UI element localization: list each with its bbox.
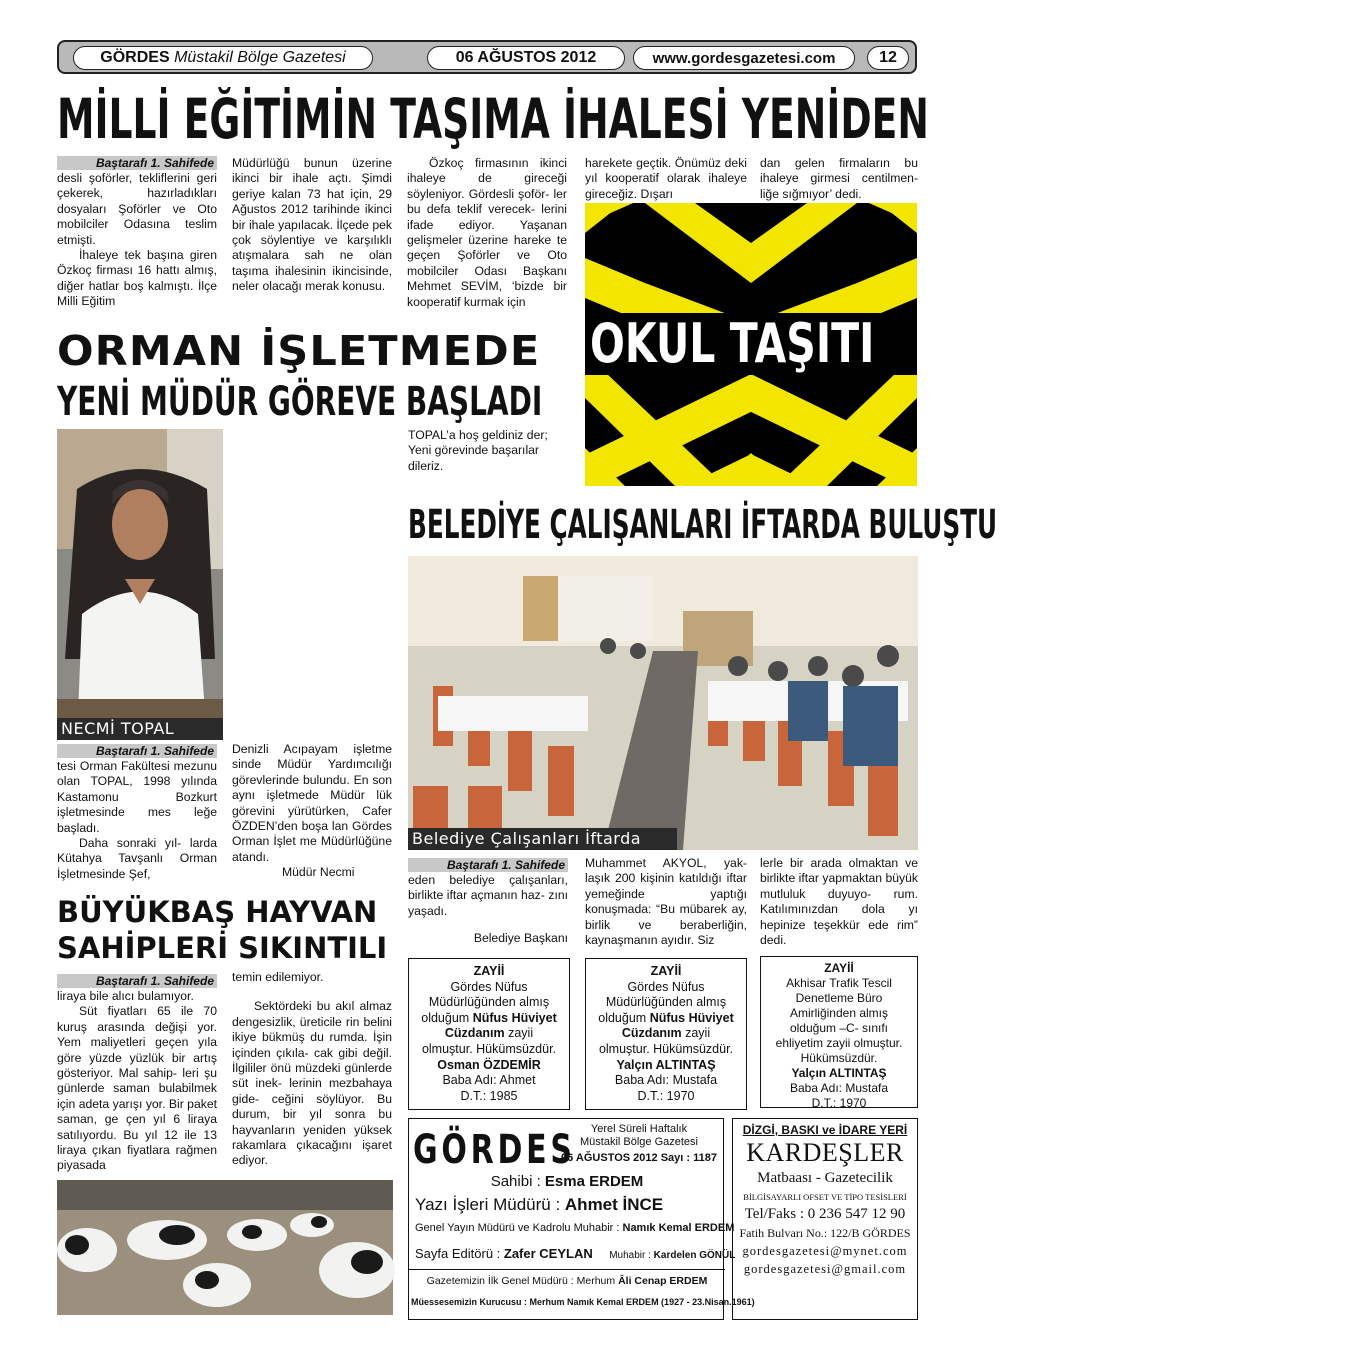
okul-tasiti-image	[585, 203, 917, 486]
paragraph: Muhammet AKYOL, yak- laşık 200 kişinin katıldığı iftar yemeğinde yaptığı konuşmada: “Bu mübarek ay, birlik ve beraberliğin, kaynaşmanın ayıdır. Siz	[585, 856, 747, 948]
printer-sub: BİLGİSAYARLI OFSET VE TİPO TESİSLERİ	[743, 1192, 907, 1202]
page-editor-name: Zafer CEYLAN	[503, 1246, 593, 1261]
masthead-divider	[409, 1269, 725, 1270]
story2-headline-line2: YENİ MÜDÜR GÖREVE BAŞLADI	[57, 379, 543, 425]
page-header	[57, 40, 917, 74]
notice-line: Hükümsüzdür.	[800, 1051, 878, 1065]
paragraph: Müdür Necmi	[282, 865, 355, 880]
story4-headline-line2: SAHİPLERİ SIKINTILI	[57, 931, 388, 965]
story3-col3	[760, 856, 918, 948]
paragraph: Denizli Acıpayam işletme sinde Müdür Yardımcılığı görevlerinde bulundu. En son aynı işletmede Müdür lük görevini yürütürken, Cafer ÖZDEN’den boşa lan Gördes Orman İşlet me Müdürlüğüne atandı.	[232, 742, 392, 864]
story1-col2	[232, 156, 392, 295]
masthead-owner	[409, 1173, 725, 1191]
notice-line	[586, 1011, 746, 1027]
masthead-box	[408, 1118, 755, 1320]
masthead-gm	[415, 1221, 735, 1235]
notice-line: Gördes Nüfus	[450, 979, 528, 994]
notice-line	[409, 1026, 569, 1042]
owner-name: Esma ERDEM	[544, 1173, 644, 1190]
notice-line: olmuştur. Hükümsüzdür.	[421, 1041, 557, 1056]
notice-bold: Nüfus Hüviyet	[472, 1010, 557, 1025]
paragraph: Süt fiyatları 65 ile 70 kuruş arasında değişi yor. Yem maliyetleri geçen yıla göre yüzde yüzlük bir artış gösteriyor. Mal sahip- leri şu günlerde saman bulabilmek için adeta yarışı yor. Bir paket saman, ge çen yıl 6 liraya satılıyordu. Bu yıl 12 ile 13 liraya çıkan fiyatlara rağmen piyasada	[57, 1004, 217, 1173]
iftar-hall-illustration	[408, 556, 918, 850]
masthead-first-gm	[409, 1275, 725, 1287]
owner-label: Sahibi :	[490, 1173, 545, 1190]
story1-col5	[760, 156, 918, 202]
notice-name: Yalçın ALTINTAŞ	[791, 1066, 887, 1080]
notice-line: D.T.: 1970	[637, 1088, 695, 1103]
continued-label: Baştarafı 1. Sahifede	[408, 858, 568, 872]
masthead-sub2: Müstakil Bölge Gazetesi	[580, 1136, 698, 1148]
paragraph: temin edilemiyor.	[232, 970, 324, 984]
notice-line: Müdürlüğünden almış	[605, 995, 727, 1010]
story4-col1	[57, 974, 217, 1174]
story3-headline: BELEDİYE ÇALIŞANLARI İFTARDA BULUŞTU	[408, 502, 998, 548]
notice-name: Yalçın ALTINTAŞ	[616, 1057, 716, 1072]
gm-name: Namık Kemal ERDEM	[622, 1222, 735, 1234]
story1-headline: MİLLİ EĞİTİMİN TAŞIMA İHALESİ YENİDEN	[57, 87, 929, 151]
notice-bold: Cüzdanım	[444, 1026, 505, 1041]
paper-name: GÖRDES	[100, 49, 170, 66]
story3-headline-wrap	[408, 500, 998, 550]
story1-col1	[57, 156, 217, 310]
cows-photo	[57, 1180, 393, 1315]
paragraph: tesi Orman Fakültesi mezunu olan TOPAL, 1998 yılında Kastamonu Bozkurt işletmesinde mes leğe başladı.	[57, 759, 217, 835]
story2-headline2-wrap	[57, 380, 567, 424]
notice-text: olduğum	[421, 1010, 473, 1025]
notice-line: Gördes Nüfus	[627, 979, 705, 994]
notice-name: Osman ÖZDEMİR	[437, 1057, 541, 1072]
okul-tasiti-text-wrap	[585, 313, 917, 375]
notice-bold: Nüfus Hüviyet	[649, 1010, 734, 1025]
notice-line: Müdürlüğünden almış	[428, 995, 550, 1010]
paragraph: Özkoç firmasının ikinci ihaleye de gireceği söyleniyor. Gördesli şoför- ler bu defa teklif verecek- lerini ifade ediyor. Yaşanan gelişmeler üzerine hareke te geçen Şoförler ve Oto mobilciler Odası Başkanı Mehmet SEVİM, ‘bizde bir kooperatif kurmak için	[407, 156, 567, 309]
iftar-photo	[408, 556, 918, 850]
notice-bold: Cüzdanım	[621, 1026, 682, 1041]
printer-heading: DİZGİ, BASKI ve İDARE YERİ	[742, 1123, 908, 1137]
portrait-illustration	[57, 429, 223, 740]
notice-line: D.T.: 1970	[811, 1096, 867, 1110]
page-number: 12	[867, 46, 909, 70]
notice-box-2	[585, 958, 747, 1110]
photo-caption: Belediye Çalışanları İftarda	[408, 828, 677, 850]
story1-headline-wrap	[57, 87, 929, 151]
story2-col1	[57, 744, 217, 882]
story2-col3	[408, 428, 568, 474]
continued-label: Baştarafı 1. Sahifede	[57, 744, 217, 758]
editor-name: Ahmet İNCE	[564, 1195, 664, 1214]
editor-label: Yazı İşleri Müdürü :	[415, 1195, 565, 1214]
paragraph: dan gelen firmaların bu ihaleye girmesi centilmen- liğe sığmıyor’ dedi.	[760, 156, 918, 201]
notice-line: Denetleme Büro	[795, 991, 883, 1005]
printer-phone: Tel/Faks : 0 236 547 12 90	[744, 1206, 906, 1222]
paragraph: desli şoförler, tekliflerini geri çekerek, hazırladıkları dosyaları Şoförler ve Oto mobilciler Odasına teslim etmişti.	[57, 171, 217, 247]
notice-line: olmuştur. Hükümsüzdür.	[598, 1041, 734, 1056]
printer-email2[interactable]: gordesgazetesi@gmail.com	[743, 1262, 907, 1276]
okul-tasiti-text: OKUL TAŞITI	[590, 312, 875, 375]
notice-line	[409, 1011, 569, 1027]
notice-line: Akhisar Trafik Tescil	[786, 976, 892, 990]
story4-headline2-wrap	[57, 929, 397, 967]
notice-box-1	[408, 958, 570, 1110]
paragraph: eden belediye çalışanları, birlikte iftar açmanın haz- zını yaşadı.	[408, 873, 568, 918]
reporter-label: Muhabir :	[609, 1250, 654, 1261]
paragraph: harekete geçtik. Önümüz deki yıl kooperatif olarak ihaleye gireceğiz. Dışarı	[585, 156, 747, 201]
printer-type: Matbaası - Gazetecilik	[757, 1170, 893, 1186]
printer-address: Fatih Bulvarı No.: 122/B GÖRDES	[739, 1226, 911, 1240]
paragraph: liraya bile alıcı bulamıyor.	[57, 989, 194, 1003]
continued-label: Baştarafı 1. Sahifede	[57, 156, 217, 170]
story1-col3	[407, 156, 567, 310]
masthead-logo-wrap	[413, 1125, 576, 1175]
first-gm-label: Gazetemizin İlk Genel Müdürü : Merhum	[426, 1275, 619, 1287]
paragraph: Müdürlüğü bunun üzerine ikinci bir ihale açtı. Şimdi geriye kalan 73 hat için, 29 Ağustos 2012 tarihinde ikinci bir ihale yapılacak. İlçede pek çok söylentiye ve karşılıklı atışmalara sah ne olan taşıma ihalesinin ikincisinde, neler olacağı merak konusu.	[232, 156, 392, 294]
notice-line: Baba Adı: Mustafa	[789, 1081, 889, 1095]
story4-col2	[232, 970, 392, 1169]
masthead-subtitle	[559, 1123, 719, 1165]
cows-illustration	[57, 1180, 393, 1315]
paragraph: Belediye Başkanı	[473, 931, 568, 946]
notice-text: zayii	[504, 1026, 534, 1041]
masthead-page-editor	[415, 1245, 736, 1263]
printer-email1[interactable]: gordesgazetesi@mynet.com	[742, 1244, 908, 1258]
story4-headline1-wrap	[57, 893, 397, 931]
masthead-date-issue: 06 AĞUSTOS 2012 Sayı : 1187	[561, 1152, 717, 1164]
first-gm-name: Âli Cenap ERDEM	[618, 1275, 708, 1287]
paragraph: lerle bir arada olmaktan ve birlikte iftar yapmaktan büyük mutluluk duyuyo- rum. Katılımınızdan dola yı hepinize teşekkür ede rim” dedi.	[760, 856, 918, 948]
necmi-topal-photo	[57, 429, 223, 740]
paragraph: İhaleye tek başına giren Özkoç firması 16 hattı almış, diğer hatlar boş kalmıştı. İlçe Milli Eğitim	[57, 248, 217, 309]
story2-headline1-wrap	[57, 328, 567, 374]
printer-name: KARDEŞLER	[746, 1138, 904, 1167]
story2-col2	[232, 742, 392, 881]
story2-headline-line1: ORMAN İŞLETMEDE	[57, 327, 541, 375]
paragraph: TOPAL’a hoş geldiniz der; Yeni görevinde başarılar dileriz.	[408, 428, 548, 473]
gm-label: Genel Yayın Müdürü ve Kadrolu Muhabir :	[415, 1222, 623, 1234]
notice-text: zayii	[681, 1026, 711, 1041]
notice-title: ZAYİİ	[473, 964, 505, 978]
notice-line: Baba Adı: Ahmet	[442, 1073, 536, 1088]
masthead-logo: GÖRDES	[413, 1127, 576, 1173]
continued-label: Baştarafı 1. Sahifede	[57, 974, 217, 988]
masthead-editor	[415, 1195, 721, 1215]
story3-col2	[585, 856, 747, 948]
notice-line: olduğum –C- sınıfı	[789, 1021, 889, 1035]
printer-box	[732, 1118, 918, 1320]
notice-line	[586, 1026, 746, 1042]
page-editor-label: Sayfa Editörü :	[415, 1246, 504, 1261]
story1-col4	[585, 156, 747, 202]
story3-col1	[408, 858, 568, 947]
date-pill: 06 AĞUSTOS 2012	[427, 46, 625, 70]
reporter-name: Kardelen GÖNÜL	[653, 1250, 736, 1261]
notice-line: D.T.: 1985	[460, 1088, 518, 1103]
notice-line: Baba Adı: Mustafa	[614, 1073, 718, 1088]
notice-line: ehliyetim zayii olmuştur.	[775, 1036, 903, 1050]
website-pill: www.gordesgazetesi.com	[633, 46, 855, 70]
masthead-founder: Müessesemizin Kurucusu : Merhum Namık Kemal ERDEM (1927 - 23.Nisan.1961)	[411, 1297, 755, 1307]
photo-caption: NECMİ TOPAL	[57, 718, 223, 740]
notice-text: olduğum	[598, 1010, 650, 1025]
paragraph: Sektördeki bu akıl almaz dengesizlik, üreticile rin belini ikiye bükmüş du rumda. İşin içinden çıkıla- cak gibi değil. İlgililer önü müzdeki günlerde süt inek- lerinin mezbahaya gide- ceğini söylüyor. Bu durum, bir yıl sonra bu hayvanların yeniden yüksek rakamlara çıkacağını işaret ediyor.	[232, 999, 392, 1168]
paper-name-pill	[73, 46, 373, 70]
paper-subtitle: Müstakil Bölge Gazetesi	[174, 49, 346, 66]
paragraph: Daha sonraki yıl- larda Kütahya Tavşanlı Orman İşletmesinde Şef,	[57, 836, 217, 881]
notice-title: ZAYİİ	[650, 964, 682, 978]
masthead-sub1: Yerel Süreli Haftalık	[590, 1123, 688, 1135]
notice-title: ZAYİİ	[824, 961, 854, 975]
story4-headline-line1: BÜYÜKBAŞ HAYVAN	[57, 895, 378, 929]
notice-box-3	[760, 956, 918, 1108]
notice-line: Amirliğinden almış	[789, 1006, 889, 1020]
